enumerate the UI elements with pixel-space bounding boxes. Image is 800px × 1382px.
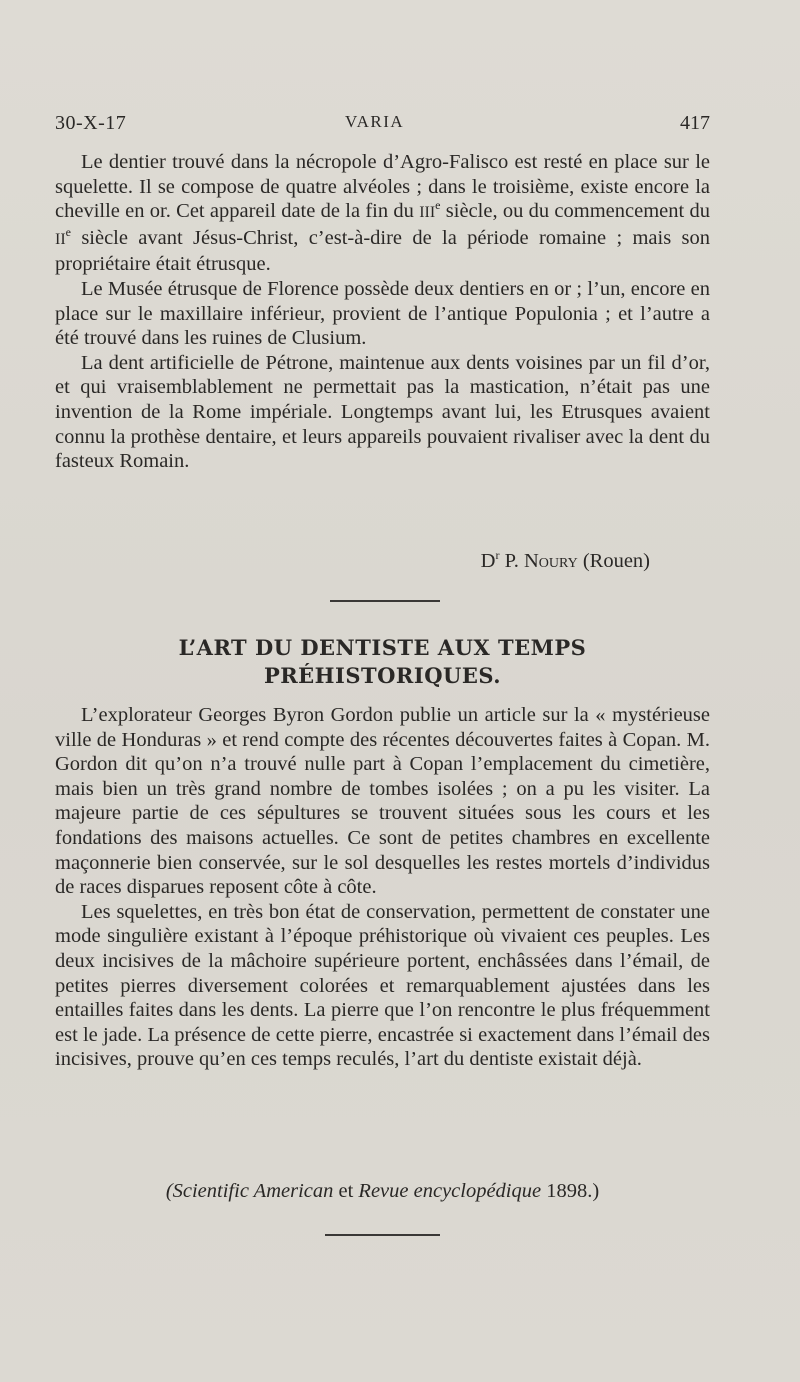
article-2-title: L’ART DU DENTISTE AUX TEMPS PRÉHISTORIQUES. bbox=[178, 635, 587, 688]
citation-source-1: Scientific American bbox=[172, 1180, 334, 1202]
author-signature: $D^r$ P. Noury (Rouen) bbox=[480, 548, 650, 572]
paragraph-1: Le dentier trouvé dans la nécropole d’Agro-Falisco est resté en place sur le squelette. Il se compose de quatre alvéoles ; dans le troisième, existe encore la cheville en or. Cet appareil date de la fin du IIIe siècle, ou du commencement du IIe siècle avant Jésus-Christ, c’est-à-dire de la période romaine ; mais son propriétaire était étrusque. bbox=[55, 151, 710, 276]
article-2-body bbox=[55, 703, 710, 1072]
header-date: 30-X-17 bbox=[55, 112, 127, 134]
paragraph-3: La dent artificielle de Pétrone, maintenue aux dents voisines par un fil d’or, et qui vraisemblablement ne permettait pas la mastication, n’était pas une invention de la Rome impériale. Longtemps avant lui, les Etrusques avaient connu la prothèse dentaire, et leurs appareils pouvaient rivaliser avec la dent du fasteux Romain. bbox=[55, 351, 710, 473]
source-citation: (Scientific American et Revue encyclopédique 1898.) bbox=[165, 1180, 600, 1202]
paragraph-4: L’explorateur Georges Byron Gordon publie un article sur la « mystérieuse ville de Honduras » et rend compte des récentes découvertes faites à Copan. M. Gordon dit qu’on n’a trouvé nulle part à Copan l’emplacement du cimetière, mais bien un très grand nombre de tombes isolées ; on a pu les visiter. La majeure partie de ces sépultures se trouvent situées sous les cours et les fondations des maisons actuelles. Ce sont de petites chambres en excellente maçonnerie bien conservée, sur le sol desquelles les restes mortels d’individus de races disparues reposent côte à côte. bbox=[55, 704, 710, 899]
end-divider bbox=[325, 1234, 440, 1236]
author-name: Noury bbox=[523, 550, 578, 572]
page-number: 417 bbox=[680, 112, 710, 134]
section-divider bbox=[330, 600, 440, 602]
paragraph-2: Le Musée étrusque de Florence possède deux dentiers en or ; l’un, encore en place sur le maxillaire inférieur, provient de l’antique Populonia ; et l’autre a été trouvé dans les ruines de Clusium. bbox=[55, 277, 710, 350]
citation-source-2: Revue encyclopédique bbox=[358, 1180, 542, 1202]
paragraph-5: Les squelettes, en très bon état de conservation, permettent de constater une mode singulière existant à l’époque préhistorique où vivaient ces peuples. Les deux incisives de la mâchoire supérieure portent, enchâssées dans l’émail, de petites pierres diversement colorées et remarquablement ajustées dans les entailles faites dans les dents. La pierre que l’on rencontre le plus fréquemment est le jade. La présence de cette pierre, encastrée si exactement dans l’émail des incisives, prouve qu’en ces temps reculés, l’art du dentiste existait déjà. bbox=[55, 900, 710, 1071]
running-header bbox=[55, 112, 710, 142]
header-section-title: VARIA bbox=[345, 112, 405, 131]
article-1-body bbox=[55, 150, 710, 474]
